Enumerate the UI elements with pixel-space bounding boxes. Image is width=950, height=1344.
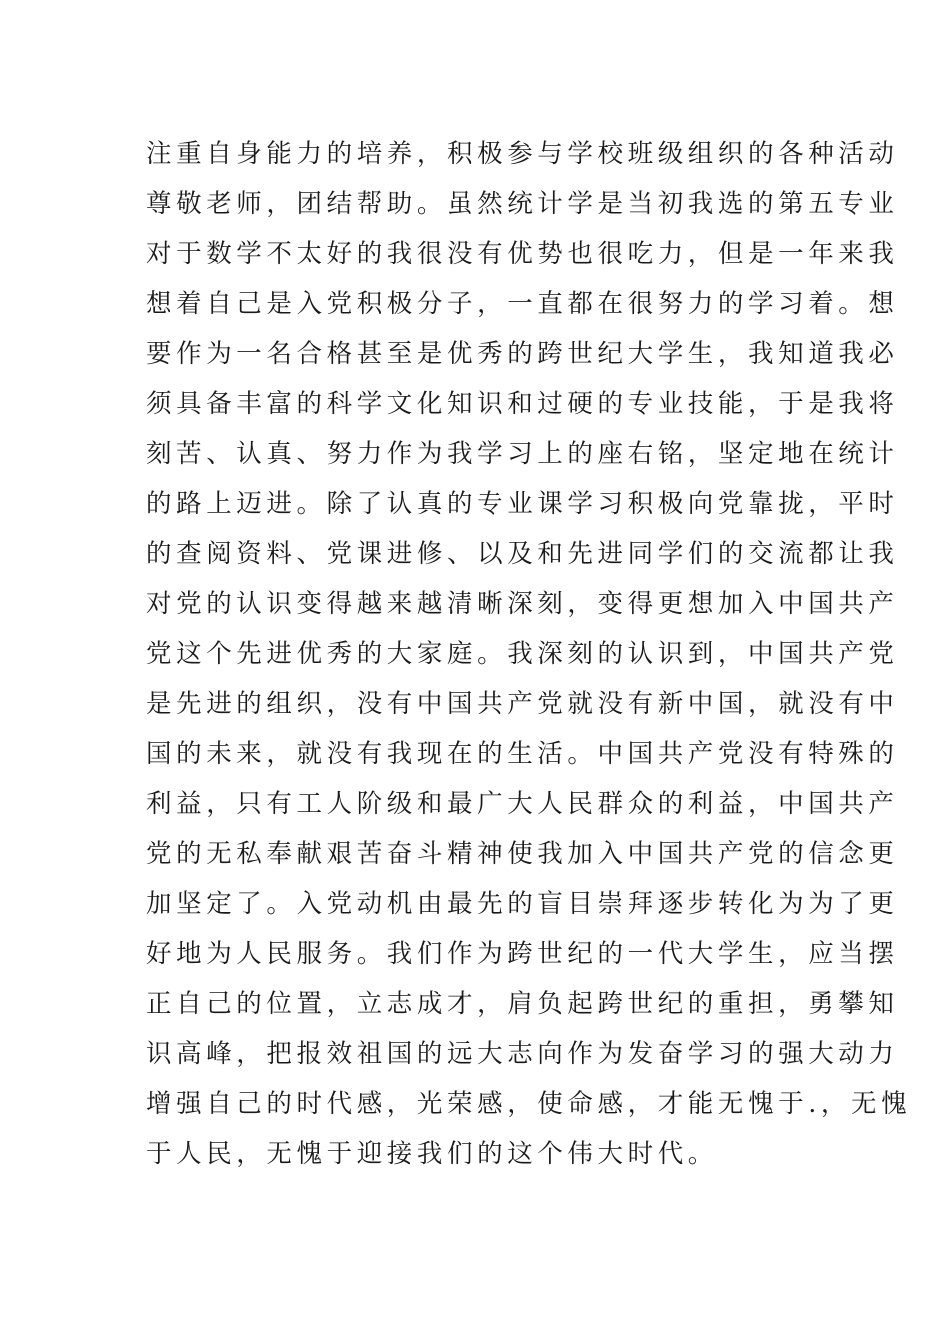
text-line-16: 加坚定了。入党动机由最先的盲目崇拜逐步转化为为了更 (146, 889, 899, 919)
body-paragraph (146, 129, 912, 1179)
text-line-11: 党这个先进优秀的大家庭。我深刻的认识到，中国共产党 (146, 639, 899, 669)
text-line-13: 国的未来，就没有我现在的生活。中国共产党没有特殊的 (146, 739, 899, 769)
text-line-8: 的路上迈进。除了认真的专业课学习积极向党靠拢，平时 (146, 489, 899, 519)
text-line-19: 识高峰，把报效祖国的远大志向作为发奋学习的强大动力 (146, 1039, 899, 1069)
text-line-20: 增强自己的时代感，光荣感，使命感，才能无愧于.，无愧 (146, 1089, 912, 1119)
text-line-21: 于人民，无愧于迎接我们的这个伟大时代。 (146, 1139, 718, 1169)
text-line-5: 要作为一名合格甚至是优秀的跨世纪大学生，我知道我必 (146, 339, 899, 369)
text-line-7: 刻苦、认真、努力作为我学习上的座右铭，坚定地在统计 (146, 439, 899, 469)
text-line-3: 对于数学不太好的我很没有优势也很吃力，但是一年来我 (146, 239, 899, 269)
text-line-15: 党的无私奉献艰苦奋斗精神使我加入中国共产党的信念更 (146, 839, 899, 869)
text-line-14: 利益，只有工人阶级和最广大人民群众的利益，中国共产 (146, 789, 899, 819)
text-line-18: 正自己的位置，立志成才，肩负起跨世纪的重担，勇攀知 (146, 989, 899, 1019)
text-line-4: 想着自己是入党积极分子，一直都在很努力的学习着。想 (146, 289, 899, 319)
text-line-1: 注重自身能力的培养，积极参与学校班级组织的各种活动 (146, 139, 899, 169)
text-line-10: 对党的认识变得越来越清晰深刻，变得更想加入中国共产 (146, 589, 899, 619)
text-line-6: 须具备丰富的科学文化知识和过硬的专业技能，于是我将 (146, 389, 899, 419)
text-line-2: 尊敬老师，团结帮助。虽然统计学是当初我选的第五专业 (146, 189, 899, 219)
text-line-12: 是先进的组织，没有中国共产党就没有新中国，就没有中 (146, 689, 899, 719)
text-line-9: 的查阅资料、党课进修、以及和先进同学们的交流都让我 (146, 539, 899, 569)
text-line-17: 好地为人民服务。我们作为跨世纪的一代大学生，应当摆 (146, 939, 899, 969)
